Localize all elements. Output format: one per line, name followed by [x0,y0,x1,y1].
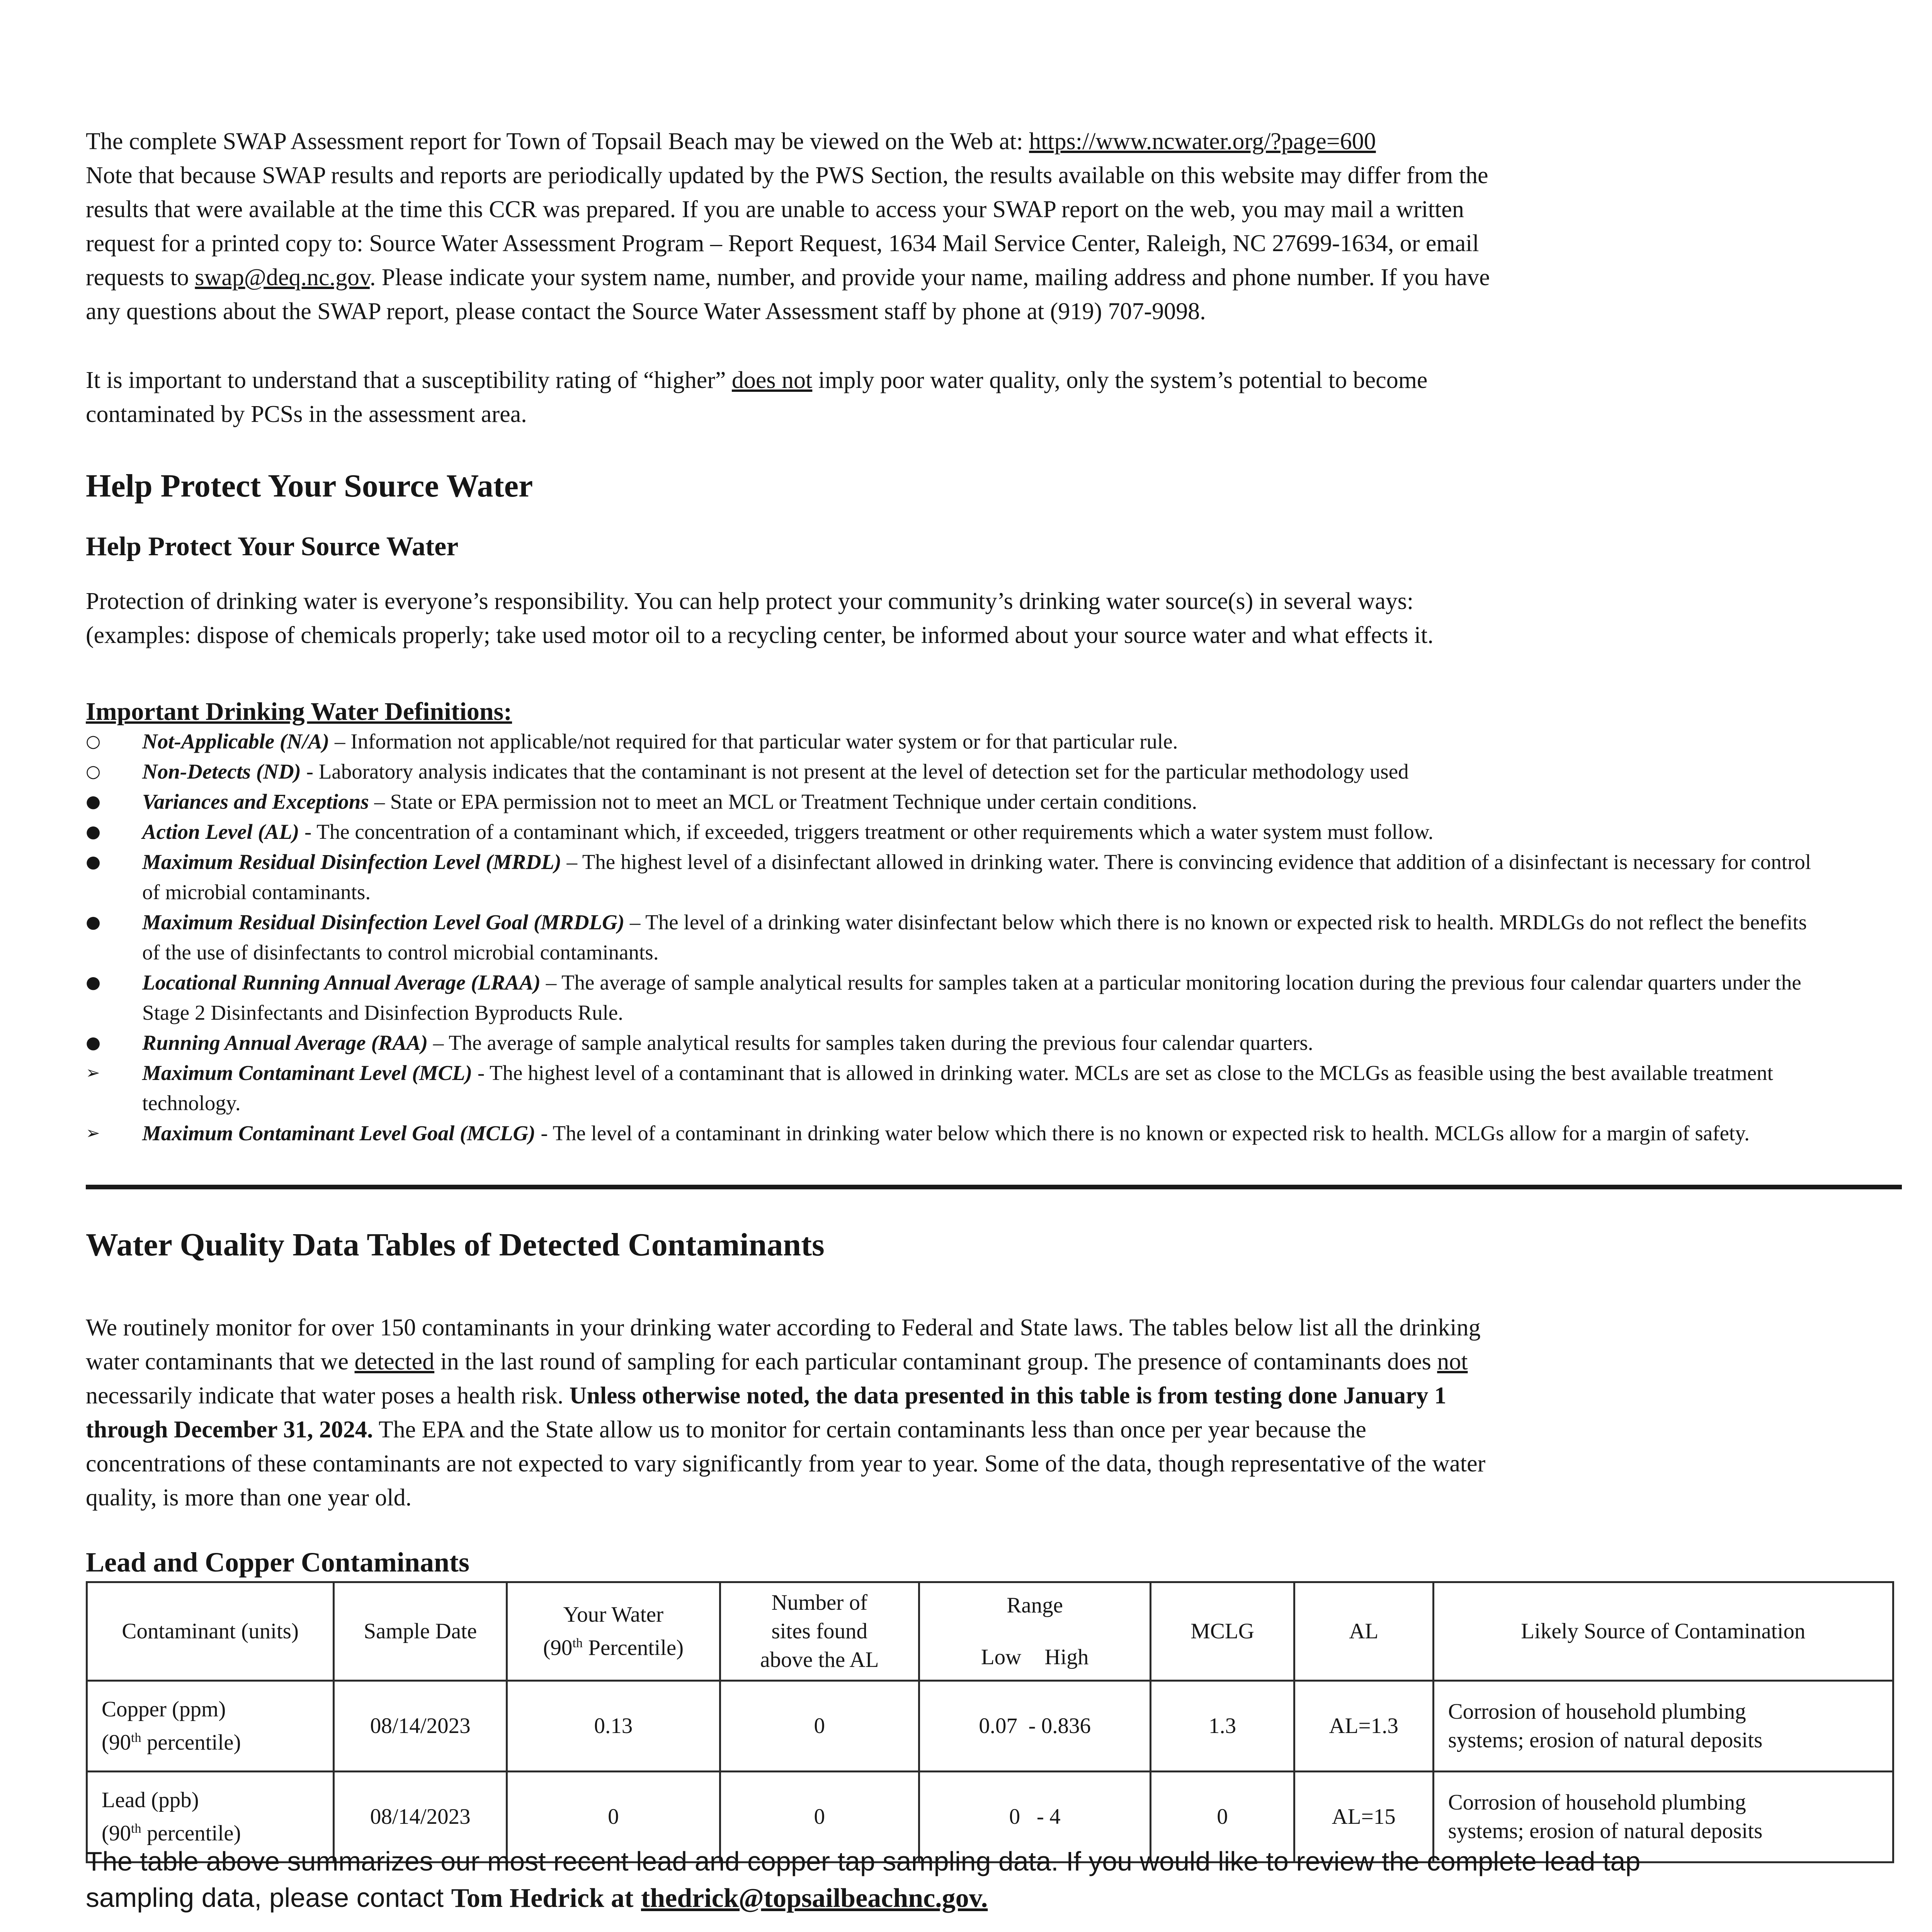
percentile-label: (90th Percentile) [543,1636,684,1660]
range-low-value: 0.07 [979,1714,1017,1738]
swap-intro-text: The complete SWAP Assessment report for Town of Topsail Beach may be viewed on the Web at: [86,128,1023,155]
range-label: Range [1007,1593,1063,1617]
range-low-value: 0 [1009,1804,1020,1829]
definition-item [86,1058,1817,1118]
wq-text-line: in the last round of sampling for each particular contaminant group. The presence of contaminants does [440,1349,1431,1375]
header-contaminant: Contaminant (units) [87,1582,334,1681]
header-likely-source: Likely Source of Contamination [1433,1582,1893,1681]
lead-copper-summary [86,1843,1902,1917]
definition-item [86,757,1817,787]
protect-text-line: (examples: dispose of chemicals properly; take used motor oil to a recycling center, be informed about your source water and what effects it. [86,622,1434,648]
range-low-label: Low [981,1645,1022,1669]
lead-copper-title: Lead and Copper Contaminants [86,1547,469,1578]
wq-text-line: We routinely monitor for over 150 contaminants in your drinking water according to Federal and State laws. The tables below list all the drinking [86,1315,1481,1341]
table-row [87,1681,1893,1772]
al-cell: AL=1.3 [1294,1681,1433,1772]
bullet-icon: ➢ [86,1123,100,1143]
contaminant-percentile: (90th percentile) [102,1730,241,1755]
contact-email-link[interactable]: thedrick@topsailbeachnc.gov. [641,1883,988,1913]
header-sample-date: Sample Date [334,1582,507,1681]
swap-email-link[interactable]: swap@deq.nc.gov [195,264,370,291]
susceptibility-paragraph [86,363,1902,431]
swap-text-line: requests to [86,264,189,291]
contaminant-percentile: (90th percentile) [102,1821,241,1845]
wq-text-line: necessarily indicate that water poses a health risk. [86,1383,564,1409]
source-text: Corrosion of household plumbing [1448,1699,1746,1724]
section-divider [86,1185,1902,1189]
al-cell: AL=15 [1294,1772,1433,1862]
swap-report-link[interactable]: https://www.ncwater.org/?page=600 [1029,128,1376,155]
swap-paragraph [86,124,1902,328]
definition-item [86,968,1817,1028]
definitions-title: Important Drinking Water Definitions: [86,697,512,726]
range-high-value: - 0.836 [1028,1714,1091,1738]
definition-term: Maximum Contaminant Level Goal (MCLG) [142,1121,536,1145]
wq-text-line: The EPA and the State allow us to monitor for certain contaminants less than once per year because the [378,1417,1366,1443]
definition-term: Maximum Residual Disinfection Level Goal (MRDLG) [142,910,625,934]
bullet-icon: ● [86,822,101,842]
sites-above-al-cell: 0 [720,1772,919,1862]
protect-text-line: Protection of drinking water is everyone’s responsibility. You can help protect your community’s drinking water source(s) in several ways: [86,588,1414,614]
sites-label: Number of [771,1590,868,1615]
lead-copper-table [86,1581,1894,1863]
definition-text: – The level of a drinking water disinfectant below which there is no known or expected risk to health. MRDLGs do not reflect the benefits of the use of disinfectants to control microbial contaminants. [142,910,1807,964]
header-al: AL [1294,1582,1433,1681]
bullet-icon: ● [86,852,101,872]
source-text: Corrosion of household plumbing [1448,1790,1746,1815]
likely-source-cell [1433,1681,1893,1772]
definition-text: – Information not applicable/not required for that particular water system or for that particular rule. [329,730,1178,753]
sites-above-al-cell: 0 [720,1681,919,1772]
definition-term: Locational Running Annual Average (LRAA) [142,971,541,994]
protect-subheading: Help Protect Your Source Water [86,532,459,561]
testing-period-note: Unless otherwise noted, the data presented in this table is from testing done January 1 [569,1383,1446,1409]
definition-term: Running Annual Average (RAA) [142,1031,428,1054]
bullet-icon: ● [86,912,101,932]
range-high-value: - 4 [1036,1804,1061,1829]
susceptibility-text: It is important to understand that a susceptibility rating of “higher” [86,367,726,393]
bullet-icon: ● [86,792,101,811]
definition-item [86,817,1817,847]
sites-label: above the AL [760,1648,879,1672]
mclg-cell: 1.3 [1151,1681,1294,1772]
definition-text: – The average of sample analytical results for samples taken during the previous four calendar quarters. [428,1031,1313,1054]
your-water-cell: 0.13 [507,1681,720,1772]
definition-text: - The level of a contaminant in drinking water below which there is no known or expected risk to health. MCLGs allow for a margin of safety. [535,1121,1750,1145]
protect-paragraph [86,584,1902,652]
bullet-icon: ○ [86,731,101,751]
your-water-label: Your Water [563,1602,663,1627]
range-cell [919,1681,1150,1772]
source-text: systems; erosion of natural deposits [1448,1728,1763,1752]
sites-label: sites found [771,1619,868,1643]
swap-text-line: . Please indicate your system name, number, and provide your name, mailing address and phone number. If you have [369,264,1490,291]
range-high-label: High [1044,1645,1089,1669]
sample-date-cell: 08/14/2023 [334,1772,507,1862]
definition-item [86,1118,1817,1148]
definition-text: – State or EPA permission not to meet an MCL or Treatment Technique under certain conditions. [369,790,1197,813]
definition-term: Maximum Residual Disinfection Level (MRDL) [142,850,561,874]
water-quality-paragraph [86,1311,1902,1515]
not-emphasis: not [1437,1349,1468,1375]
summary-text: sampling data, please contact [86,1883,444,1913]
definition-text: - The concentration of a contaminant which, if exceeded, triggers treatment or other requirements which a water system must follow. [299,820,1434,844]
bullet-icon: ➢ [86,1063,100,1083]
definition-term: Non-Detects (ND) [142,760,301,783]
does-not-emphasis: does not [731,367,813,393]
table-header-row [87,1582,1893,1681]
definition-item [86,787,1817,817]
mclg-cell: 0 [1151,1772,1294,1862]
testing-period-note: through December 31, 2024. [86,1417,373,1443]
header-your-water [507,1582,720,1681]
bullet-icon: ● [86,973,101,992]
definition-item [86,907,1817,968]
definition-term: Action Level (AL) [142,820,299,844]
definition-text: - Laboratory analysis indicates that the contaminant is not present at the level of detection set for the particular methodology used [301,760,1409,783]
summary-text: The table above summarizes our most recent lead and copper tap sampling data. If you would like to review the complete lead tap [86,1846,1641,1876]
contact-name: Tom Hedrick at [451,1883,634,1913]
swap-text-line: results that were available at the time this CCR was prepared. If you are unable to access your SWAP report on the web, you may mail a written [86,196,1464,223]
definition-term: Not-Applicable (N/A) [142,730,330,753]
protect-heading: Help Protect Your Source Water [86,468,533,504]
definition-item [86,847,1817,907]
header-sites-above-al [720,1582,919,1681]
your-water-cell: 0 [507,1772,720,1862]
definition-item [86,726,1817,757]
definition-term: Maximum Contaminant Level (MCL) [142,1061,473,1085]
swap-text-line: Note that because SWAP results and reports are periodically updated by the PWS Section, the results available on this website may differ from the [86,162,1488,189]
wq-text-line: concentrations of these contaminants are not expected to vary significantly from year to year. Some of the data, though representative of the water [86,1451,1486,1477]
water-quality-heading: Water Quality Data Tables of Detected Contaminants [86,1227,825,1263]
definition-text: – The average of sample analytical results for samples taken at a particular monitoring location during the previous four calendar quarters under the Stage 2 Disinfectants and Disinfection Byproducts Rule. [142,971,1801,1024]
source-text: systems; erosion of natural deposits [1448,1819,1763,1843]
definition-item [86,1028,1817,1058]
contaminant-name: Lead (ppb) [102,1788,199,1812]
bullet-icon: ○ [86,762,101,781]
swap-text-line: request for a printed copy to: Source Water Assessment Program – Report Request, 1634 Mail Service Center, Raleigh, NC 27699-1634, or email [86,230,1479,257]
definition-term: Variances and Exceptions [142,790,369,813]
susceptibility-text: contaminated by PCSs in the assessment area. [86,401,527,427]
detected-emphasis: detected [354,1349,435,1375]
wq-text-line: quality, is more than one year old. [86,1485,412,1511]
header-mclg: MCLG [1151,1582,1294,1681]
definition-text: - The highest level of a contaminant that is allowed in drinking water. MCLs are set as close to the MCLGs as feasible using the best available treatment technology. [142,1061,1773,1115]
wq-text-line: water contaminants that we [86,1349,349,1375]
header-range [919,1582,1150,1681]
susceptibility-text: imply poor water quality, only the system’s potential to become [818,367,1428,393]
swap-text-line: any questions about the SWAP report, please contact the Source Water Assessment staff by phone at (919) 707-9098. [86,298,1206,325]
definitions-list [86,726,1817,1148]
contaminant-cell [87,1681,334,1772]
sample-date-cell: 08/14/2023 [334,1681,507,1772]
contaminant-name: Copper (ppm) [102,1697,226,1721]
definition-text: – The highest level of a disinfectant allowed in drinking water. There is convincing evidence that addition of a disinfectant is necessary for control of microbial contaminants. [142,850,1811,904]
bullet-icon: ● [86,1033,101,1053]
